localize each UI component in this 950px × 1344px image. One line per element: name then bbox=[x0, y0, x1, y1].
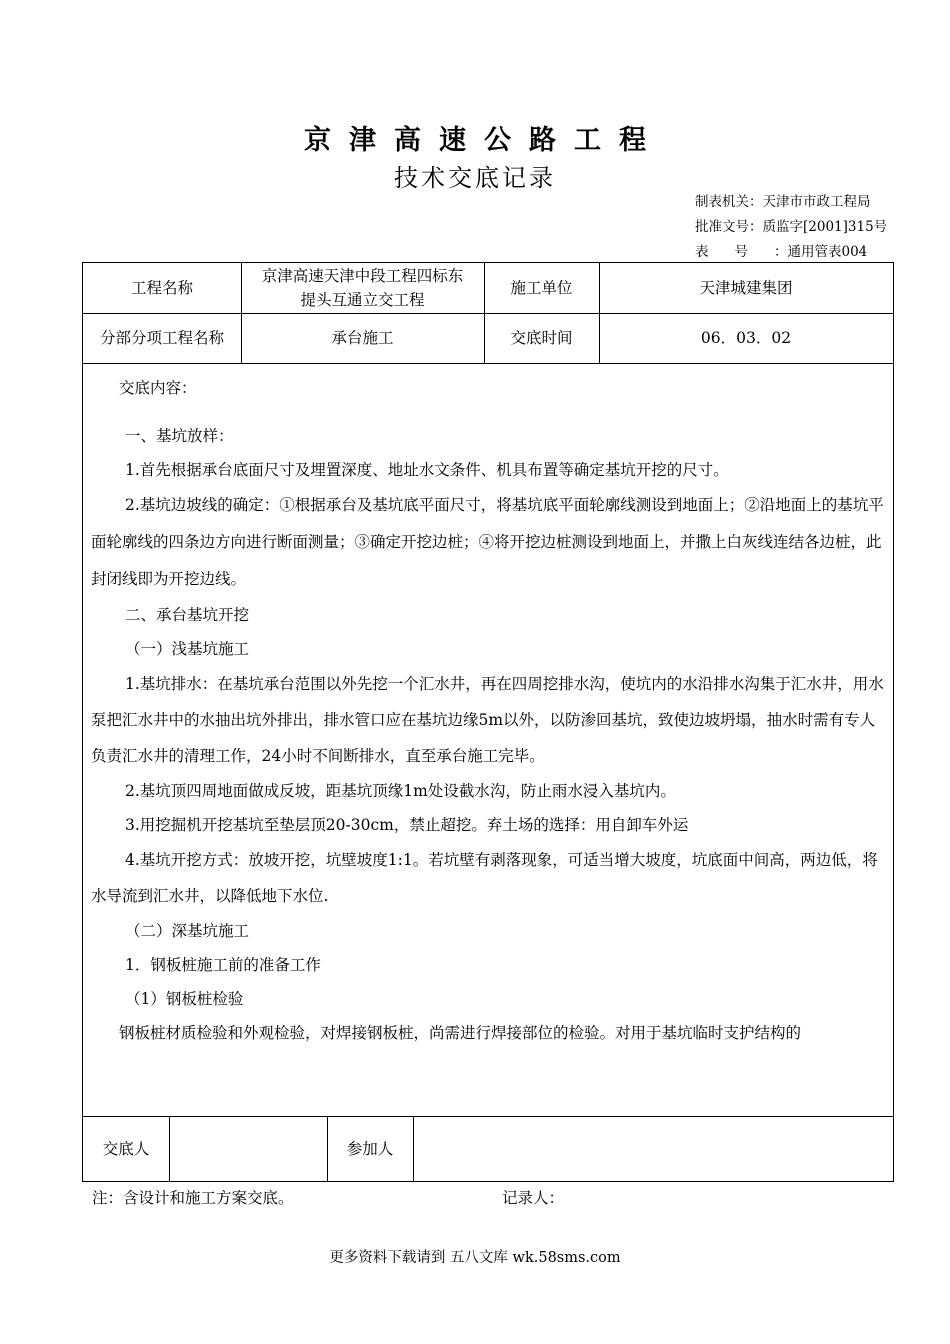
section-2-sub-2-item-1: 1．钢板桩施工前的准备工作 bbox=[125, 956, 321, 974]
contractor-label: 施工单位 bbox=[510, 279, 573, 297]
section-1-paragraph-2: 2.基坑边坡线的确定：①根据承台及基坑底平面尺寸，将基坑底平面轮廓线测设到地面上；②沿地面上的基坑平面轮廓线的四条边方向进行断面测量；③确定开挖边桩；④将开挖边桩测设到地面上，并撒上白灰线连结各边桩，此封闭线即为开挖边线。 bbox=[91, 496, 884, 588]
remark-note: 注：含设计和施工方案交底。 bbox=[92, 1189, 294, 1207]
document-subtitle: 技术交底记录 bbox=[394, 164, 556, 192]
recorder-label: 记录人： bbox=[502, 1189, 565, 1207]
presenter-value bbox=[169, 1116, 327, 1182]
sub-project-value: 承台施工 bbox=[331, 329, 394, 347]
footer-link-text: 更多资料下载请到 五八文库 wk.58sms.com bbox=[329, 1250, 621, 1266]
project-name-value: 京津高速天津中段工程四标东提头互通立交工程 bbox=[261, 267, 464, 309]
section-2-title: 二、承台基坑开挖 bbox=[125, 606, 250, 624]
issuer-text: 制表机关：天津市市政工程局 bbox=[695, 194, 871, 210]
form-number-label: 表号 bbox=[695, 244, 774, 260]
form-number bbox=[695, 240, 867, 260]
sub-project-label: 分部分项工程名称 bbox=[99, 329, 224, 347]
record-table bbox=[82, 262, 894, 1182]
section-2-paragraph-4: 4.基坑开挖方式：放坡开挖，坑壁坡度1:1。若坑壁有剥落现象，可适当增大坡度，坑底面中间高，两边低，将水导流到汇水井，以降低地下水位. bbox=[91, 851, 878, 905]
content-area bbox=[83, 363, 893, 1116]
section-1-title: 一、基坑放样： bbox=[125, 427, 234, 445]
approval-text: 批准文号：质监字[2001]315号 bbox=[695, 219, 888, 235]
participants-label: 参加人 bbox=[346, 1140, 394, 1158]
contractor-value: 天津城建集团 bbox=[699, 279, 793, 297]
section-2-paragraph-1: 1.基坑排水：在基坑承台范围以外先挖一个汇水井，再在四周挖排水沟，使坑内的水沿排水沟集于汇水井，用水泵把汇水井中的水抽出坑外排出，排水管口应在基坑边缘5m以外，以防渗回基坑，致使边坡坍塌，抽水时需有专人负责汇水井的清理工作，24小时不间断排水，直至承台施工完毕。 bbox=[91, 675, 884, 765]
section-2-sub-1: （一）浅基坑施工 bbox=[125, 640, 250, 658]
section-2-sub-2-item-1-1: （1）钢板桩检验 bbox=[125, 990, 244, 1008]
participants-value bbox=[413, 1116, 893, 1182]
section-2-sub-2: （二）深基坑施工 bbox=[125, 922, 250, 940]
date-value: 06．03．02 bbox=[700, 329, 792, 347]
section-2-paragraph-2: 2.基坑顶四周地面做成反坡，距基坑顶缘1m处设截水沟，防止雨水浸入基坑内。 bbox=[125, 782, 676, 800]
form-number-value: ：通用管表004 bbox=[774, 244, 868, 260]
section-2-paragraph-5: 钢板桩材质检验和外观检验，对焊接钢板桩，尚需进行焊接部位的检验。对用于基坑临时支护结构的 bbox=[119, 1024, 802, 1042]
section-1-paragraph-1: 1.首先根据承台底面尺寸及埋置深度、地址水文条件、机具布置等确定基坑开挖的尺寸。 bbox=[125, 461, 729, 479]
section-2-paragraph-3: 3.用挖掘机开挖基坑至垫层顶20-30cm，禁止超挖。弃土场的选择：用自卸车外运 bbox=[125, 816, 689, 834]
document-title: 京津高速公路工程 bbox=[304, 125, 664, 156]
date-label: 交底时间 bbox=[510, 329, 573, 347]
content-heading: 交底内容： bbox=[119, 379, 197, 397]
content-body bbox=[91, 371, 885, 1050]
presenter-label: 交底人 bbox=[102, 1140, 150, 1158]
project-name-label: 工程名称 bbox=[130, 279, 193, 297]
